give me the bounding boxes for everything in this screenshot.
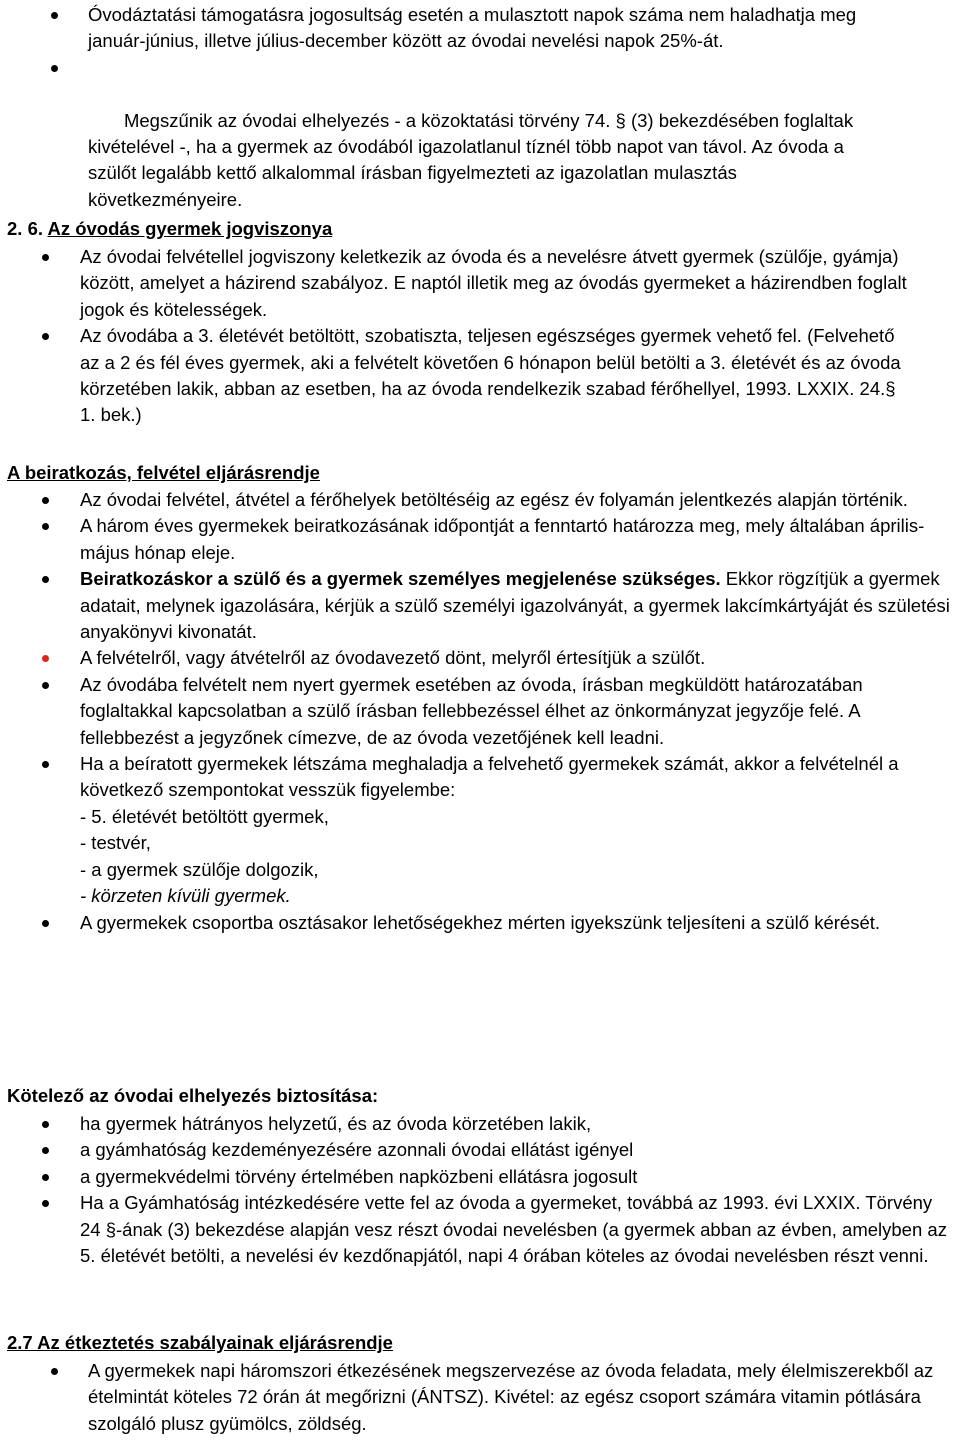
list-item — [0, 751, 960, 909]
list-item-bold-text: Beiratkozáskor a szülő és a gyermek személyes megjelenése szükséges. — [80, 568, 721, 590]
bullet-icon — [51, 1368, 58, 1375]
bullet-icon — [51, 65, 58, 72]
list-item — [0, 1164, 950, 1190]
list-item-text: Ha a beíratott gyermekek létszáma meghaladja a felvehető gyermekek számát, akkor a felvételnél a következő szempontokat vesszük figyelembe: — [80, 753, 899, 801]
list-item — [0, 323, 910, 429]
list-item-text: Ha a Gyámhatóság intézkedésére vette fel az óvoda a gyermeket, továbbá az 1993. évi LXXIX. Törvény 24 §-ának (3) bekezdése alapján vesz részt óvodai nevelésben (a gyermek abban az évben, amelyben az 5. életévét betölti, a nevelési év kezdőnapjától, napi 4 órában köteles az óvodai nevelésben részt venni. — [80, 1192, 947, 1267]
jogviszony-list — [0, 244, 960, 429]
section-title: Az óvodás gyermek jogviszonya — [47, 218, 333, 239]
meal-list — [0, 1358, 960, 1437]
criterion-line: - testvér, — [80, 832, 151, 854]
list-item-text: A gyermekek napi háromszori étkezésének megszervezése az óvoda feladata, mely élelmiszerekből az ételmintát köteles 72 órán át megőrizni (ÁNTSZ). Kivétel: az egész csoport számára vitamin pótlására szolgáló plusz gyümölcs, zöldség. — [88, 1360, 934, 1434]
mandatory-list — [0, 1111, 960, 1269]
bullet-icon — [42, 1200, 49, 1207]
list-item — [0, 55, 888, 240]
list-item-text: A felvételről, vagy átvételről az óvodavezető dönt, melyről értesítjük a szülőt. — [80, 647, 706, 669]
bullet-icon — [42, 682, 49, 689]
bullet-icon — [42, 1174, 49, 1181]
list-item — [0, 1358, 938, 1437]
criterion-line: - körzeten kívüli gyermek. — [80, 885, 291, 907]
bullet-icon — [42, 655, 49, 662]
list-item-text: Az óvodai felvétellel jogviszony keletkezik az óvoda és a nevelésre átvett gyermek (szülője, gyámja) között, amelyet a házirend szabályoz. E naptól illetik meg az óvodás gyermeket a házirendben foglalt jogok és kötelességek. — [80, 246, 907, 320]
bullet-icon — [42, 1121, 49, 1128]
bullet-icon — [42, 1147, 49, 1154]
bullet-icon — [42, 761, 49, 768]
list-item-text: ha gyermek hátrányos helyzetű, és az óvoda körzetében lakik, — [80, 1113, 592, 1134]
list-item — [0, 645, 950, 671]
list-item-text: A három éves gyermekek beiratkozásának időpontját a fenntartó határozza meg, mely általában április-május hónap eleje. — [80, 515, 925, 563]
bullet-icon — [42, 254, 49, 261]
list-item — [0, 513, 950, 566]
list-item-text: A gyermekek csoportba osztásakor lehetőségekhez mérten igyekszünk teljesíteni a szülő kérését. — [80, 911, 881, 933]
bullet-icon — [51, 12, 58, 19]
list-item-text: a gyermekvédelmi törvény értelmében napközbeni ellátásra jogosult — [80, 1165, 638, 1187]
list-item-text: a gyámhatóság kezdeményezésére azonnali óvodai ellátást igényel — [80, 1139, 634, 1161]
mandatory-heading: Kötelező az óvodai elhelyezés biztosítása: — [7, 1085, 379, 1106]
list-item — [0, 566, 956, 645]
criterion-line: - 5. életévét betöltött gyermek, — [80, 805, 329, 827]
list-item — [0, 1137, 950, 1163]
section-heading-2-7: 2.7 Az étkeztetés szabályainak eljárásrendje — [7, 1332, 393, 1353]
list-item — [0, 910, 950, 936]
attendance-list — [0, 2, 960, 240]
bullet-icon — [42, 333, 49, 340]
bullet-icon — [42, 497, 49, 504]
list-item — [0, 1190, 950, 1269]
section-number: 2. 6. — [7, 218, 43, 239]
list-item — [0, 244, 910, 323]
section-heading-2-6 — [7, 216, 332, 242]
list-item-text: Az óvodai felvétel, átvétel a férőhelyek betöltéséig az egész év folyamán jelentkezés alapján történik. — [80, 489, 908, 510]
bullet-icon — [42, 576, 49, 583]
list-item-text: Az óvodába felvételt nem nyert gyermek esetében az óvoda, írásban megküldött határozatában foglaltakkal kapcsolatban a szülő írásban fellebbezéssel élhet az önkormányzat jegyzője felé. A fellebbezést a jegyzőnek címezve, de az óvoda vezetőjének kell leadni. — [80, 673, 863, 748]
bullet-icon — [42, 920, 49, 927]
enrollment-heading: A beiratkozás, felvétel eljárásrendje — [7, 462, 320, 483]
list-item — [0, 487, 950, 513]
enrollment-list — [0, 487, 960, 936]
list-item-text: Óvodáztatási támogatásra jogosultság esetén a mulasztott napok száma nem haladhatja meg január-június, illetve július-december között az óvodai nevelési napok 25%-át. — [88, 4, 857, 52]
bullet-icon — [42, 523, 49, 530]
list-item — [0, 672, 910, 751]
list-item — [0, 1111, 950, 1137]
criterion-line: - a gyermek szülője dolgozik, — [80, 858, 319, 880]
list-item — [0, 2, 888, 55]
list-item-text: Ekkor rögzítjük a gyermek adatait, melynek igazolására, kérjük a szülő személyi igazolványát, a gyermek lakcímkártyáját és születési anyakönyvi kivonatát. — [80, 568, 956, 643]
list-item-text: Megszűnik az óvodai elhelyezés - a közoktatási törvény 74. § (3) bekezdésében foglaltak kivételével -, ha a gyermek az óvodából igazolatlanul tíznél több napot van távol. Az óvoda a szülőt legalább kettő alkalommal írásban figyelmezteti az igazolatlan mulasztás következményeire. — [88, 109, 859, 210]
list-item-text: Az óvodába a 3. életévét betöltött, szobatiszta, teljesen egészséges gyermek vehető fel. (Felvehető az a 2 és fél éves gyermek, aki a felvételt követően 6 hónapon belül betölti a 3. életévét és az óvoda körzetében lakik, abban az esetben, ha az óvoda rendelkezik szabad férőhellyel, 1993. LXXIX. 24.§ 1. bek.) — [80, 325, 901, 426]
